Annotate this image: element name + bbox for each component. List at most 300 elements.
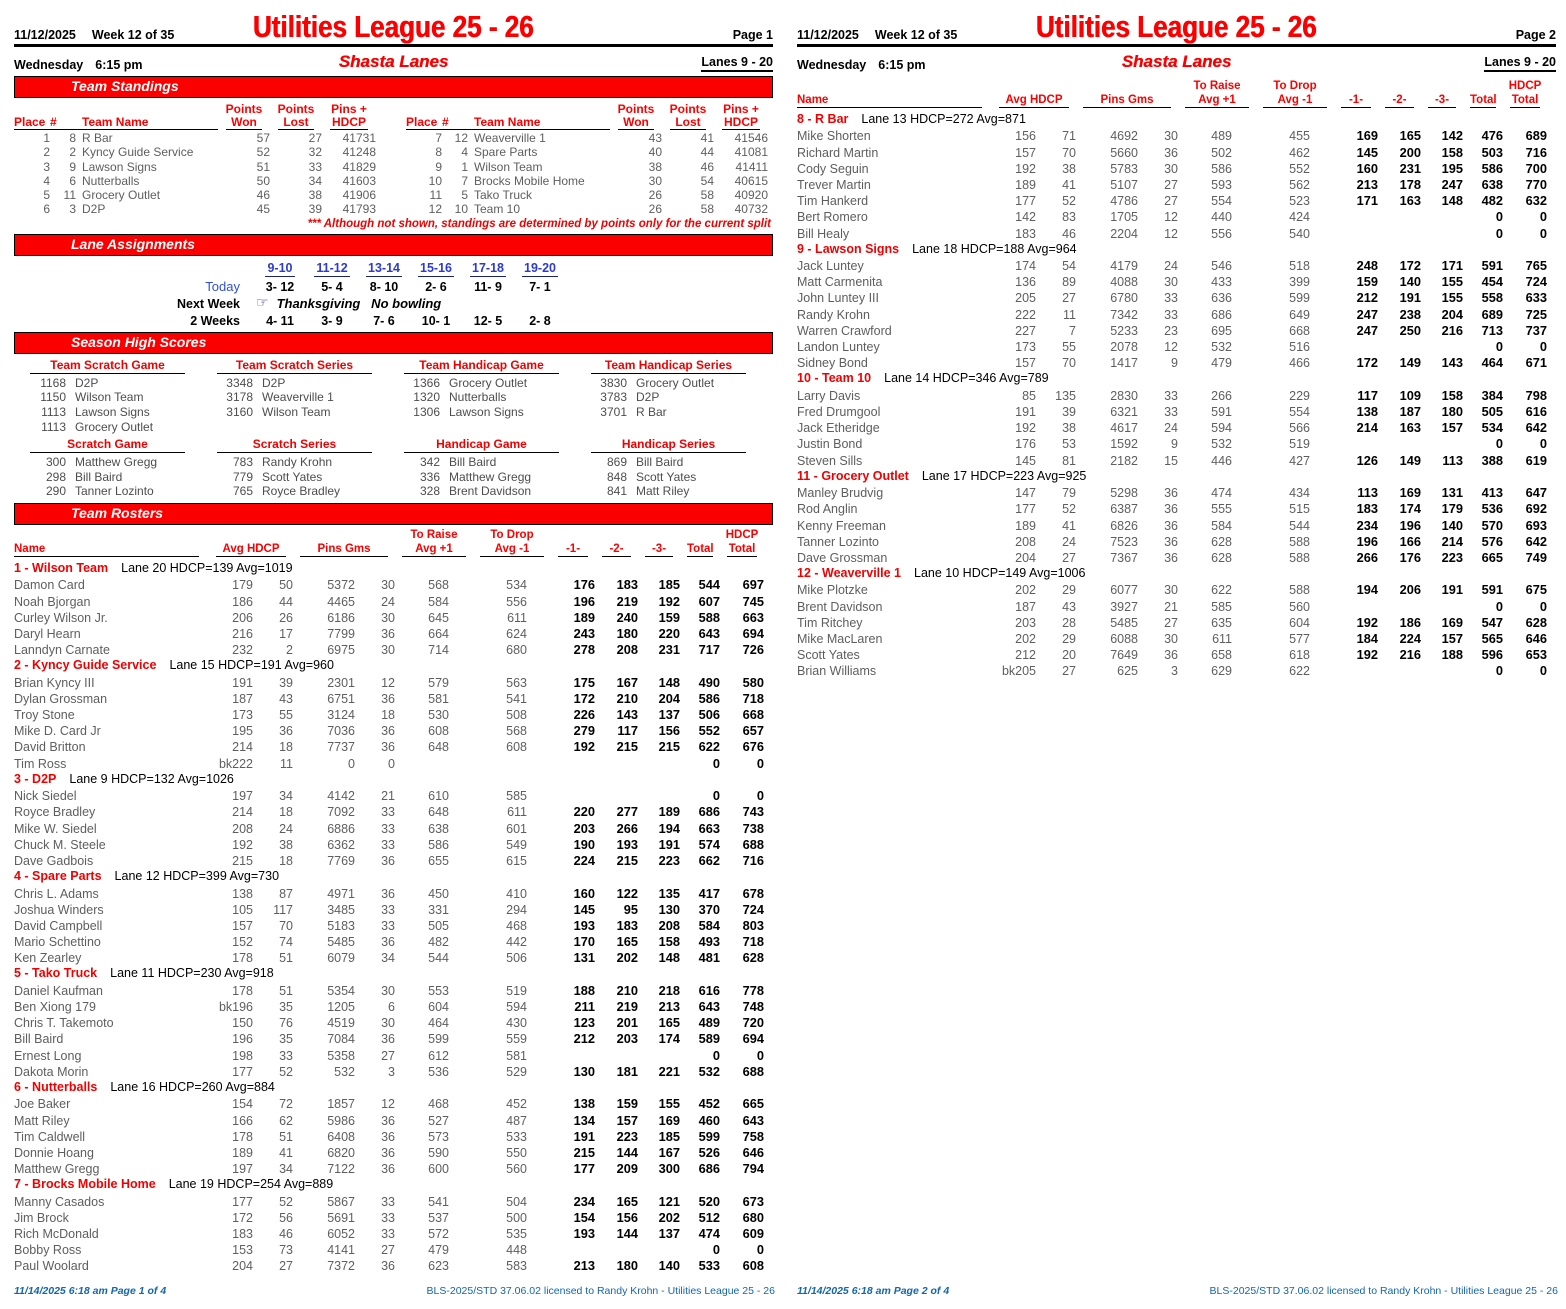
player-name: Tanner Lozinto	[797, 534, 880, 549]
to-drop: 560	[506, 1162, 527, 1177]
hdcp-total: 646	[1525, 631, 1547, 647]
total: 388	[1481, 452, 1503, 468]
hdcp-total: 676	[742, 739, 764, 755]
points-lost: 39	[308, 202, 322, 217]
to-drop: 430	[506, 1016, 527, 1031]
high-score-entry	[394, 405, 569, 420]
hdcp: 27	[1062, 291, 1076, 306]
total: 552	[698, 723, 720, 739]
game-2: 178	[1399, 176, 1421, 192]
to-drop: 442	[506, 935, 527, 950]
player-row	[797, 663, 1556, 679]
team-standings-table	[14, 102, 773, 217]
avg: 183	[1015, 226, 1036, 241]
to-drop: 588	[1289, 583, 1310, 598]
player-name: Mike W. Siedel	[14, 821, 97, 836]
hdcp-total: 680	[742, 1209, 764, 1225]
to-raise: 611	[1212, 632, 1232, 647]
points-label: Points	[617, 102, 655, 116]
avg: 173	[1015, 340, 1036, 355]
pins: 2078	[1110, 340, 1138, 355]
to-drop: 294	[506, 902, 527, 917]
team-label: 5 - Tako Truck	[14, 966, 98, 981]
pins-hdcp: 41546	[734, 131, 768, 145]
player-name: Brent Davidson	[797, 599, 883, 614]
to-drop: 508	[506, 708, 527, 723]
game-2: 166	[1399, 533, 1421, 549]
lost-header: Lost	[278, 115, 314, 130]
game-3: 195	[1441, 160, 1463, 176]
num-header: #	[50, 115, 76, 130]
games: 36	[381, 1259, 395, 1274]
total: 591	[1481, 258, 1503, 274]
total: 476	[1481, 128, 1503, 144]
league-title: Utilities League 25 - 26	[1036, 9, 1317, 44]
total: 0	[712, 1242, 720, 1258]
avg-plus1-header: Avg +1	[402, 543, 466, 557]
to-drop: 549	[506, 837, 527, 852]
player-name: Ken Zearley	[14, 951, 82, 966]
player-row	[797, 599, 1556, 615]
to-drop: 466	[1289, 356, 1310, 371]
player-name: John Luntey III	[797, 291, 880, 306]
session-time: 6:15 pm	[95, 58, 143, 72]
lane-pair-header: 9-10	[267, 260, 293, 275]
pins: 5660	[1110, 145, 1138, 160]
game-1: 278	[573, 642, 595, 658]
game-3: 214	[1441, 533, 1463, 549]
high-score-entry	[581, 376, 756, 391]
game-3: 204	[658, 690, 680, 706]
hdcp: 41	[1062, 177, 1076, 192]
to-raise: 474	[1211, 486, 1232, 501]
to-drop: 554	[1289, 404, 1310, 419]
hdcp-total-header: Total	[728, 542, 756, 555]
total: 589	[698, 1031, 720, 1047]
games: 33	[381, 1227, 395, 1242]
to-raise-header: To Raise	[410, 528, 458, 541]
player-row	[14, 577, 773, 593]
total: 506	[698, 707, 720, 723]
hdcp-total: 770	[1525, 176, 1547, 192]
game-3: 216	[1441, 322, 1463, 338]
games: 33	[381, 837, 395, 852]
player-name: Larry Davis	[797, 388, 861, 403]
to-raise: 600	[428, 1162, 449, 1177]
game-3: 180	[1441, 403, 1463, 419]
total: 532	[698, 1063, 720, 1079]
place-header: Place	[14, 115, 50, 130]
hdcp: 52	[279, 1194, 293, 1209]
score: 298	[45, 469, 66, 484]
player-row	[14, 934, 773, 950]
high-score-category	[575, 437, 762, 499]
game-1: 247	[1356, 322, 1378, 338]
hdcp: 79	[1062, 486, 1076, 501]
player-name: Scott Yates	[797, 648, 860, 663]
game-3: 155	[1441, 290, 1463, 306]
game-3: 185	[658, 1128, 680, 1144]
avg: 216	[232, 626, 253, 641]
team-info: Lane 14 HDCP=346 Avg=789	[884, 371, 1049, 386]
game-3: 140	[1441, 517, 1463, 533]
game-3: 169	[658, 1112, 680, 1128]
team-label: 6 - Nutterballs	[14, 1079, 98, 1094]
game-2: 144	[616, 1226, 638, 1242]
to-raise: 664	[428, 626, 449, 641]
avg: 232	[232, 643, 253, 658]
team-rosters-page1	[14, 529, 773, 1275]
games: 27	[1164, 194, 1178, 209]
game-1: 213	[573, 1258, 595, 1274]
to-raise: 623	[428, 1259, 449, 1274]
games: 30	[1164, 583, 1178, 598]
hdcp: 53	[1062, 437, 1076, 452]
total: 663	[698, 820, 720, 836]
hdcp: 46	[1062, 226, 1076, 241]
avg: 179	[232, 578, 253, 593]
player-name: Chuck M. Steele	[14, 837, 106, 852]
hdcp: 51	[279, 1129, 293, 1144]
high-score-entry	[207, 390, 382, 405]
games: 36	[1164, 550, 1178, 565]
standings-half	[14, 102, 376, 217]
game-1: 224	[573, 852, 595, 868]
player-name: Bert Romero	[797, 210, 868, 225]
hdcp: 43	[279, 691, 293, 706]
to-drop: 563	[506, 675, 527, 690]
points-won: 45	[256, 202, 270, 217]
two-weeks-matchup: 10- 1	[421, 313, 451, 328]
standings-row	[14, 202, 376, 216]
games: 36	[1164, 502, 1178, 517]
games: 33	[381, 902, 395, 917]
to-drop: 448	[506, 1243, 527, 1258]
team-name: Team 10	[474, 202, 521, 217]
to-drop: 452	[506, 1097, 527, 1112]
player-name: Matt Carmenita	[797, 275, 883, 290]
games: 33	[1164, 307, 1178, 322]
hdcp-total: 803	[742, 917, 764, 933]
to-drop: 534	[506, 578, 527, 593]
game-3: 300	[658, 1161, 680, 1177]
to-raise: 628	[1211, 550, 1232, 565]
hdcp-total: 738	[742, 820, 764, 836]
hdcp-total: 726	[742, 642, 764, 658]
to-raise: 695	[1211, 323, 1232, 338]
avg: 208	[232, 821, 253, 836]
pins-hdcp: 41906	[342, 188, 376, 203]
player-row	[14, 1194, 773, 1210]
game1-header: -1-	[558, 543, 588, 557]
points-won: 51	[256, 159, 270, 174]
game-2: 219	[616, 999, 638, 1015]
pins: 7799	[327, 626, 355, 641]
game1-header: -1-	[1341, 94, 1371, 108]
standings-row	[406, 131, 768, 145]
category-title: Team Scratch Game	[30, 358, 185, 374]
to-raise: 612	[428, 1048, 449, 1063]
game-1: 193	[573, 1226, 595, 1242]
holder-name: Wilson Team	[75, 390, 144, 405]
to-drop: 519	[1289, 437, 1310, 452]
high-score-category	[201, 437, 388, 499]
game-1: 247	[1356, 306, 1378, 322]
game-1: 131	[573, 950, 595, 966]
games: 27	[1164, 177, 1178, 192]
hdcp-total: 642	[1525, 420, 1547, 436]
player-name: Damon Card	[14, 578, 85, 593]
player-row	[797, 485, 1556, 501]
pins-hdcp: 40732	[734, 202, 768, 217]
team-label: 12 - Weaverville 1	[797, 566, 902, 581]
to-raise: 479	[1211, 356, 1232, 371]
team-number: 11	[63, 188, 76, 203]
place: 2	[43, 145, 50, 160]
holder-name: D2P	[262, 375, 286, 390]
pins: 5233	[1110, 323, 1138, 338]
hdcp-header: HDCP	[723, 115, 758, 129]
game-3: 179	[1441, 501, 1463, 517]
game-1: 188	[573, 982, 595, 998]
hdcp: 24	[279, 821, 293, 836]
game-3: 192	[658, 593, 680, 609]
to-drop: 594	[506, 1000, 527, 1015]
high-score-band	[14, 437, 773, 499]
games: 15	[1164, 453, 1178, 468]
team-name-header: Team Name	[468, 115, 610, 130]
player-row	[797, 226, 1556, 242]
games: 12	[381, 1097, 395, 1112]
game-3: 221	[658, 1063, 680, 1079]
player-row	[14, 610, 773, 626]
to-drop: 562	[1289, 177, 1310, 192]
player-row	[14, 642, 773, 658]
avg: 178	[232, 983, 253, 998]
high-score-entry	[394, 470, 569, 485]
pins: 1857	[327, 1097, 355, 1112]
hdcp-total: 778	[742, 982, 764, 998]
to-raise: 505	[428, 918, 449, 933]
total: 713	[1481, 322, 1503, 338]
place: 7	[435, 131, 442, 145]
page-header-row	[797, 0, 1556, 42]
high-score-entry	[394, 390, 569, 405]
pins: 2301	[327, 675, 355, 690]
pins: 6408	[327, 1129, 355, 1144]
player-row	[797, 647, 1556, 663]
hdcp: 18	[279, 853, 293, 868]
avg: 166	[232, 1113, 253, 1128]
game-1: 170	[573, 934, 595, 950]
player-name: Sidney Bond	[797, 356, 868, 371]
game-3: 169	[1441, 614, 1463, 630]
hdcp: 51	[279, 951, 293, 966]
player-row	[14, 999, 773, 1015]
total: 533	[698, 1258, 720, 1274]
pins: 6088	[1110, 632, 1138, 647]
session-row	[14, 50, 773, 72]
game-1: 138	[573, 1096, 595, 1112]
avg-hdcp-header: Avg HDCP	[216, 543, 286, 557]
player-name: Tim Caldwell	[14, 1129, 86, 1144]
player-row	[797, 631, 1556, 647]
total: 0	[1495, 663, 1503, 679]
pins: 6079	[327, 951, 355, 966]
game-2: 149	[1399, 452, 1421, 468]
total: 665	[1481, 549, 1503, 565]
player-row	[797, 339, 1556, 355]
pins: 7342	[1110, 307, 1138, 322]
games: 9	[1171, 437, 1178, 452]
team-name: Tako Truck	[474, 188, 533, 203]
avg: bk205	[1001, 664, 1036, 679]
player-name: Cody Seguin	[797, 161, 869, 176]
avg: 172	[232, 1210, 253, 1225]
team-info: Lane 10 HDCP=149 Avg=1006	[914, 566, 1086, 581]
team-header	[797, 566, 1556, 582]
lane-assignments-table	[14, 260, 773, 328]
place: 4	[43, 173, 50, 188]
holder-name: Grocery Outlet	[449, 375, 528, 390]
total: 596	[1481, 647, 1503, 663]
holder-name: Matthew Gregg	[75, 455, 158, 470]
hdcp: 81	[1062, 453, 1076, 468]
category-title: Handicap Series	[591, 437, 746, 453]
game-3: 189	[658, 804, 680, 820]
pins: 7649	[1110, 648, 1138, 663]
high-score-entry	[20, 420, 195, 435]
team-number: 12	[454, 131, 468, 145]
player-name: Manny Casados	[14, 1194, 105, 1209]
game-2: 224	[1399, 631, 1421, 647]
player-row	[797, 177, 1556, 193]
next-week-note	[254, 294, 566, 311]
report-date: 11/12/2025	[14, 28, 76, 42]
score: 783	[232, 455, 253, 470]
games: 30	[381, 1016, 395, 1031]
pins: 2830	[1110, 388, 1138, 403]
avg-minus1-header: Avg -1	[480, 543, 544, 557]
game-1: 266	[1356, 549, 1378, 565]
player-name: Landon Luntey	[797, 340, 880, 355]
avg: 203	[1015, 615, 1036, 630]
pins-gms-header: Pins Gms	[300, 543, 388, 557]
lane-assignments-grid	[142, 260, 773, 328]
games: 36	[381, 724, 395, 739]
hdcp-total: 675	[1525, 582, 1547, 598]
pins-hdcp: 41603	[342, 173, 376, 188]
header-rule	[14, 44, 773, 47]
player-name: Trever Martin	[797, 177, 871, 192]
game-2: 186	[1399, 614, 1421, 630]
today-matchup: 8- 10	[369, 279, 399, 294]
total: 512	[698, 1209, 720, 1225]
game-2: 167	[616, 674, 638, 690]
to-raise: 686	[1211, 307, 1232, 322]
total: 464	[1481, 355, 1503, 371]
team-info: Lane 20 HDCP=139 Avg=1019	[121, 560, 293, 575]
holder-name: Bill Baird	[449, 455, 497, 470]
standings-columns	[14, 102, 773, 217]
avg: 191	[1015, 404, 1036, 419]
game-1: 248	[1356, 258, 1378, 274]
game-1: 138	[1356, 403, 1378, 419]
games: 21	[1164, 599, 1178, 614]
pins-hdcp: 41248	[342, 145, 376, 160]
game-3: 191	[1441, 582, 1463, 598]
games: 36	[381, 1145, 395, 1160]
games: 36	[381, 1162, 395, 1177]
game-1: 212	[573, 1031, 595, 1047]
hdcp: 56	[279, 1210, 293, 1225]
team-info: Lane 12 HDCP=399 Avg=730	[114, 869, 280, 884]
team-header	[797, 371, 1556, 387]
total: 717	[698, 642, 720, 658]
to-raise: 433	[1211, 275, 1232, 290]
team-header	[14, 1177, 773, 1193]
game-2: 95	[623, 901, 638, 917]
standings-row	[14, 131, 376, 145]
footer-run-date: 11/14/2025 6:18 am Page 2 of 4	[797, 1285, 950, 1297]
holder-name: Bill Baird	[636, 455, 684, 470]
score: 1168	[40, 375, 66, 390]
session-daytime	[797, 58, 1122, 72]
player-row	[14, 1031, 773, 1047]
player-row	[797, 128, 1556, 144]
player-name: Mike D. Card Jr	[14, 724, 101, 739]
pins: 6362	[327, 837, 355, 852]
pins: 5691	[327, 1210, 355, 1225]
pins: 7523	[1110, 534, 1138, 549]
to-raise: 658	[1211, 648, 1232, 663]
player-row	[14, 1161, 773, 1177]
to-raise: 527	[428, 1113, 449, 1128]
games: 21	[381, 789, 395, 804]
standings-header-cols	[14, 115, 376, 131]
player-name: Justin Bond	[797, 437, 863, 452]
team-name: Nutterballs	[82, 173, 140, 188]
game-1: 145	[573, 901, 595, 917]
standings-row	[14, 188, 376, 202]
pins: 6321	[1110, 404, 1138, 419]
hdcp-total: 748	[742, 999, 764, 1015]
player-row	[797, 193, 1556, 209]
avg: 156	[1015, 129, 1036, 144]
high-score-entry	[207, 405, 382, 420]
player-name: Dave Gadbois	[14, 853, 94, 868]
game-2: 216	[1399, 647, 1421, 663]
player-name: Warren Crawford	[797, 323, 892, 338]
to-raise: 629	[1211, 664, 1232, 679]
player-name: Tim Hankerd	[797, 194, 869, 209]
pins: 7084	[327, 1032, 355, 1047]
game-2: 183	[616, 917, 638, 933]
game-3: 157	[1441, 420, 1463, 436]
to-raise: 635	[1211, 615, 1232, 630]
game-1: 145	[1356, 144, 1378, 160]
game-2: 165	[1399, 128, 1421, 144]
game-1: 226	[573, 707, 595, 723]
to-drop: 581	[506, 1048, 527, 1063]
hdcp: 71	[1062, 129, 1076, 144]
pins: 5354	[327, 983, 355, 998]
to-raise: 584	[1211, 518, 1232, 533]
games: 36	[381, 1129, 395, 1144]
score: 765	[232, 484, 253, 499]
to-raise: 591	[1211, 404, 1232, 419]
category-title: Team Handicap Game	[404, 358, 559, 374]
